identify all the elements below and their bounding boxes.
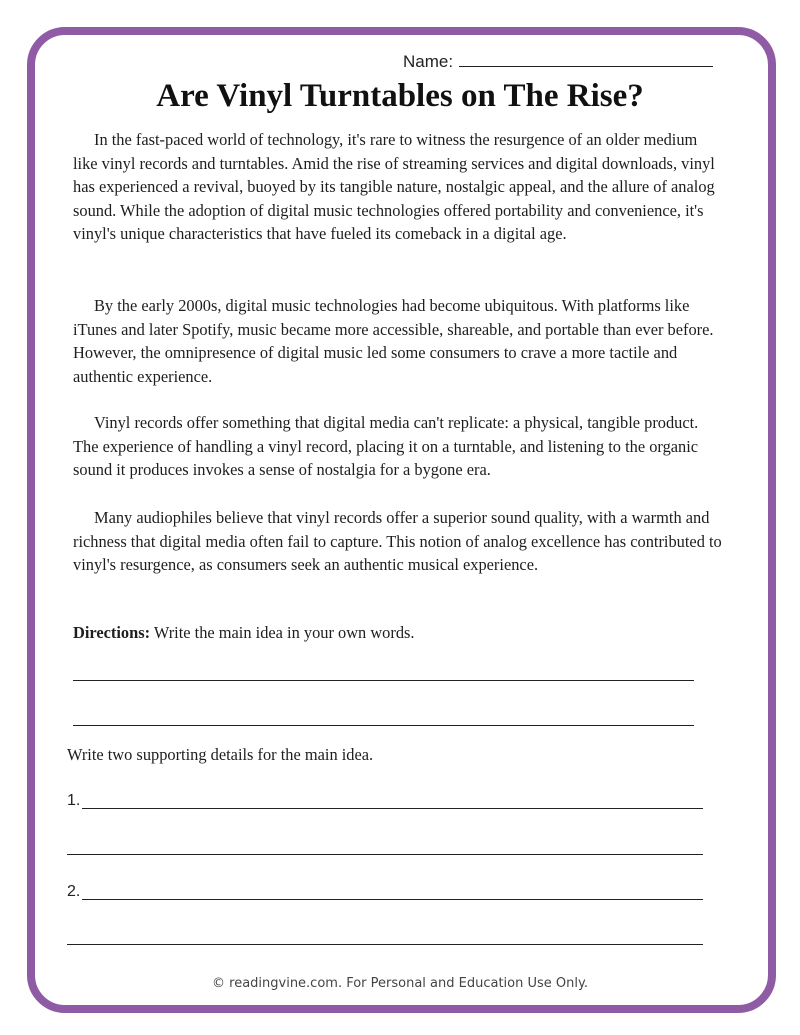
paragraph-1: In the fast-paced world of technology, it's rare to witness the resurgence of an older medium like vinyl records and turntables. Amid the rise of streaming services and digital downloads, vinyl has experienced a revival, buoyed by its tangible nature, nostalgic appeal, and the allure of analog sound. While the adoption of digital music technologies offered portability and convenience, it's vinyl's unique characteristics that have fueled its comeback in a digital age. [73, 130, 715, 243]
paragraph-3: Vinyl records offer something that digital media can't replicate: a physical, tangible product. The experience of handling a vinyl record, placing it on a turntable, and listening to the organic sound it produces invokes a sense of nostalgia for a bygone era. [73, 413, 699, 479]
main-idea-line-1[interactable] [73, 680, 694, 681]
directions [73, 623, 415, 643]
worksheet-title: Are Vinyl Turntables on The Rise? [156, 78, 644, 114]
name-label: Name: [403, 52, 454, 71]
detail-2-line-1[interactable] [82, 899, 703, 900]
name-input-line[interactable] [459, 50, 713, 67]
detail-1-line-2[interactable] [67, 854, 703, 855]
directions-label: Directions: [73, 623, 151, 642]
directions-text: Write the main idea in your own words. [150, 623, 415, 642]
main-idea-line-2[interactable] [73, 725, 694, 726]
copyright-footer: © readingvine.com. For Personal and Education Use Only. [212, 976, 588, 991]
detail-number-2: 2. [67, 883, 81, 900]
supporting-prompt: Write two supporting details for the main idea. [67, 745, 374, 764]
paragraph-4: Many audiophiles believe that vinyl records offer a superior sound quality, with a warmth and richness that digital media often fail to capture. This notion of analog excellence has contributed to vinyl's resurgence, as consumers seek an authentic musical experience. [73, 508, 722, 574]
detail-number-1: 1. [67, 792, 81, 809]
paragraph-2: By the early 2000s, digital music technologies had become ubiquitous. With platforms like iTunes and later Spotify, music became more accessible, shareable, and portable than ever before. However, the omnipresence of digital music led some consumers to crave a more tactile and authentic experience. [73, 296, 714, 386]
detail-1-line-1[interactable] [82, 808, 703, 809]
detail-2-line-2[interactable] [67, 944, 703, 945]
name-row [403, 50, 713, 72]
